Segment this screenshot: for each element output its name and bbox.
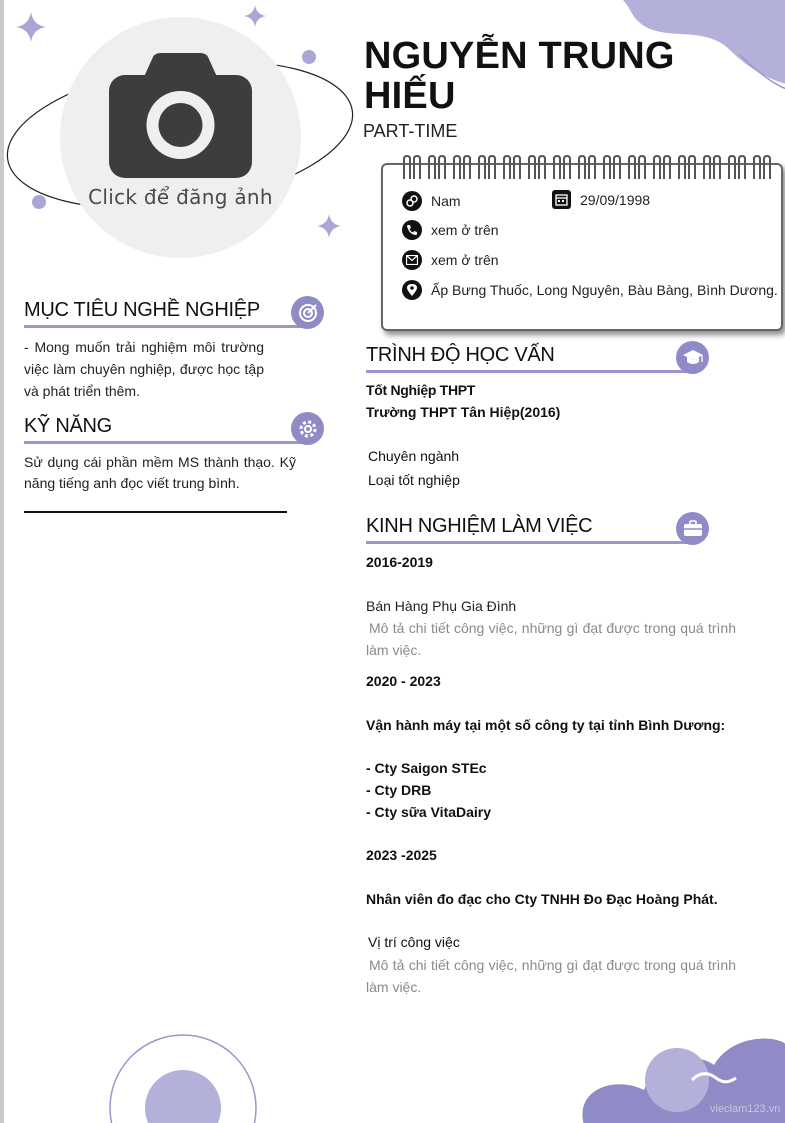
location-pin-icon [402, 280, 422, 300]
sparkle-icon [244, 5, 266, 27]
skills-divider [24, 441, 308, 444]
contact-card [381, 163, 783, 331]
email-row [402, 250, 499, 270]
job1-description: Mô tả chi tiết công việc, những gì đạt được trong quá trình làm việc. [366, 620, 736, 658]
education-major: Chuyên ngành [368, 448, 460, 464]
graduation-cap-icon [676, 341, 709, 374]
job3-period: 2023 -2025 [366, 847, 437, 863]
skills-end-divider [24, 511, 287, 513]
experience-title: KINH NGHIỆM LÀM VIỆC [366, 515, 593, 537]
phone-value: xem ở trên [431, 222, 499, 238]
objective-divider [24, 325, 308, 328]
skills-title: KỸ NĂNG [24, 415, 112, 437]
briefcase-icon [676, 512, 709, 545]
job2-company: - Cty Saigon STEc [366, 760, 487, 776]
gear-icon [291, 412, 324, 445]
job3-heading: Nhân viên đo đạc cho Cty TNHH Đo Đạc Hoàng Phát. [366, 891, 718, 907]
sparkle-icon [317, 214, 341, 238]
birthday-value: 29/09/1998 [580, 191, 651, 208]
education-grade: Loại tốt nghiệp [368, 472, 460, 488]
education-degree: Tốt Nghiệp THPT [366, 382, 476, 398]
address-row [402, 280, 778, 300]
job1-period: 2016-2019 [366, 554, 433, 570]
education-title: TRÌNH ĐỘ HỌC VẤN [366, 344, 555, 366]
education-school: Trường THPT Tân Hiệp(2016) [366, 404, 561, 420]
skills-text: Sử dụng cái phần mềm MS thành thạo. Kỹ năng tiếng anh đọc viết trung bình. [24, 454, 296, 491]
objective-text: - Mong muốn trải nghiệm môi trường việc làm chuyên nghiệp, được học tập và phát triển thêm. [24, 339, 264, 399]
job2-company: - Cty sữa VitaDairy [366, 804, 492, 820]
phone-row [402, 220, 499, 240]
target-icon [291, 296, 324, 329]
address-value: Ấp Bưng Thuốc, Long Nguyên, Bàu Bàng, Bình Dương. [431, 282, 778, 298]
job2-company: - Cty DRB [366, 782, 432, 798]
avatar-upload[interactable] [60, 17, 301, 258]
experience-divider [366, 541, 691, 544]
cv-page [4, 0, 785, 1123]
calendar-icon [552, 190, 571, 209]
birthday-row [552, 190, 650, 209]
watermark: vieclam123.vn [710, 1103, 781, 1115]
job3-description: Mô tả chi tiết công việc, những gì đạt được trong quá trình làm việc. [366, 957, 736, 995]
notebook-rings-decoration [394, 155, 774, 181]
gender-icon [402, 191, 422, 211]
education-divider [366, 370, 691, 373]
bottom-ring-decoration [104, 1028, 264, 1123]
email-value: xem ở trên [431, 252, 499, 268]
job2-heading: Vận hành máy tại một số công ty tại tỉnh Bình Dương: [366, 717, 726, 733]
avatar-upload-label: Click để đăng ảnh [88, 185, 273, 209]
gender-value: Nam [431, 193, 461, 209]
camera-icon [109, 53, 252, 178]
email-icon [402, 250, 422, 270]
job2-period: 2020 - 2023 [366, 673, 441, 689]
phone-icon [402, 220, 422, 240]
candidate-name: NGUYỄN TRUNG HIẾU [364, 35, 675, 117]
sparkle-icon [16, 12, 46, 42]
objective-title: MỤC TIÊU NGHỀ NGHIỆP [24, 299, 260, 321]
job1-position: Bán Hàng Phụ Gia Đình [366, 598, 517, 614]
gender-row [402, 191, 461, 211]
candidate-role: PART-TIME [363, 121, 458, 141]
job3-position: Vị trí công việc [368, 934, 460, 950]
